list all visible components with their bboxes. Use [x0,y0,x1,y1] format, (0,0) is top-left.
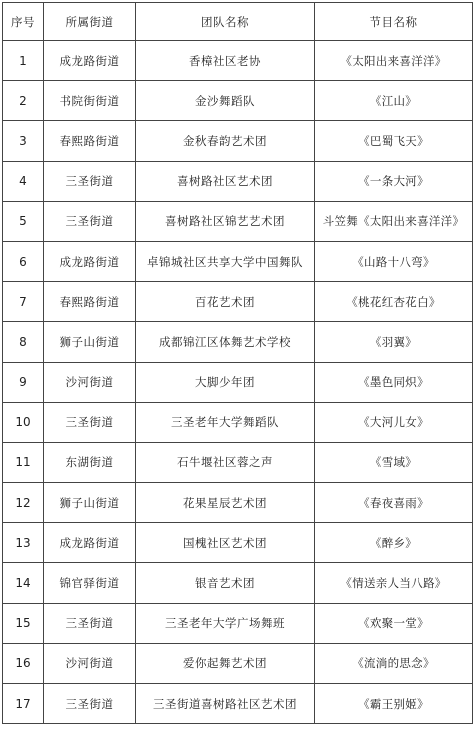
serial-number-cell: 14 [3,563,44,603]
table-row [3,282,473,322]
street-cell: 沙河街道 [44,362,136,402]
street-cell: 三圣街道 [44,402,136,442]
table-row [3,402,473,442]
serial-number-cell: 12 [3,483,44,523]
header-team-name: 团队名称 [136,3,315,41]
street-cell: 狮子山街道 [44,483,136,523]
program-name-cell: 斗笠舞《太阳出来喜洋洋》 [315,201,473,241]
performance-roster-table [2,2,473,724]
table-row [3,201,473,241]
program-name-cell: 《墨色同炽》 [315,362,473,402]
program-name-cell: 《巴蜀飞天》 [315,121,473,161]
table-row [3,684,473,724]
street-cell: 东湖街道 [44,442,136,482]
program-name-cell: 《大河儿女》 [315,402,473,442]
street-cell: 三圣街道 [44,161,136,201]
team-name-cell: 卓锦城社区共享大学中国舞队 [136,241,315,281]
street-cell: 沙河街道 [44,643,136,683]
team-name-cell: 喜树路社区艺术团 [136,161,315,201]
serial-number-cell: 8 [3,322,44,362]
street-cell: 锦官驿街道 [44,563,136,603]
serial-number-cell: 13 [3,523,44,563]
program-name-cell: 《太阳出来喜洋洋》 [315,41,473,81]
team-name-cell: 金沙舞蹈队 [136,81,315,121]
serial-number-cell: 17 [3,684,44,724]
program-name-cell: 《霸王别姬》 [315,684,473,724]
street-cell: 书院街街道 [44,81,136,121]
team-name-cell: 银音艺术团 [136,563,315,603]
street-cell: 狮子山街道 [44,322,136,362]
team-name-cell: 三圣街道喜树路社区艺术团 [136,684,315,724]
team-name-cell: 金秋春韵艺术团 [136,121,315,161]
program-name-cell: 《山路十八弯》 [315,241,473,281]
table-row [3,603,473,643]
serial-number-cell: 15 [3,603,44,643]
table-row [3,563,473,603]
header-street: 所属街道 [44,3,136,41]
program-name-cell: 《欢聚一堂》 [315,603,473,643]
program-name-cell: 《醉乡》 [315,523,473,563]
table-row [3,483,473,523]
serial-number-cell: 4 [3,161,44,201]
street-cell: 成龙路街道 [44,41,136,81]
team-name-cell: 国槐社区艺术团 [136,523,315,563]
serial-number-cell: 1 [3,41,44,81]
table-row [3,161,473,201]
table-header [3,3,473,41]
team-name-cell: 石牛堰社区蓉之声 [136,442,315,482]
team-name-cell: 百花艺术团 [136,282,315,322]
street-cell: 春熙路街道 [44,282,136,322]
table-row [3,442,473,482]
street-cell: 三圣街道 [44,603,136,643]
team-name-cell: 爱你起舞艺术团 [136,643,315,683]
table-row [3,362,473,402]
street-cell: 成龙路街道 [44,241,136,281]
team-name-cell: 香樟社区老协 [136,41,315,81]
team-name-cell: 三圣老年大学舞蹈队 [136,402,315,442]
team-name-cell: 大脚少年团 [136,362,315,402]
program-name-cell: 《羽翼》 [315,322,473,362]
serial-number-cell: 10 [3,402,44,442]
street-cell: 春熙路街道 [44,121,136,161]
program-name-cell: 《一条大河》 [315,161,473,201]
team-name-cell: 三圣老年大学广场舞班 [136,603,315,643]
table-row [3,643,473,683]
program-name-cell: 《流淌的思念》 [315,643,473,683]
street-cell: 三圣街道 [44,684,136,724]
header-serial-number: 序号 [3,3,44,41]
program-name-cell: 《江山》 [315,81,473,121]
team-name-cell: 花果星辰艺术团 [136,483,315,523]
table-row [3,241,473,281]
serial-number-cell: 6 [3,241,44,281]
street-cell: 三圣街道 [44,201,136,241]
program-name-cell: 《雪域》 [315,442,473,482]
program-name-cell: 《桃花红杏花白》 [315,282,473,322]
table-row [3,81,473,121]
header-row [3,3,473,41]
program-name-cell: 《春夜喜雨》 [315,483,473,523]
serial-number-cell: 2 [3,81,44,121]
table-row [3,322,473,362]
table-row [3,523,473,563]
header-program-name: 节目名称 [315,3,473,41]
team-name-cell: 喜树路社区锦艺艺术团 [136,201,315,241]
serial-number-cell: 3 [3,121,44,161]
serial-number-cell: 7 [3,282,44,322]
table-row [3,121,473,161]
serial-number-cell: 5 [3,201,44,241]
table-body [3,41,473,724]
serial-number-cell: 16 [3,643,44,683]
serial-number-cell: 11 [3,442,44,482]
table-row [3,41,473,81]
team-name-cell: 成都锦江区体舞艺术学校 [136,322,315,362]
street-cell: 成龙路街道 [44,523,136,563]
program-name-cell: 《情送亲人当八路》 [315,563,473,603]
serial-number-cell: 9 [3,362,44,402]
